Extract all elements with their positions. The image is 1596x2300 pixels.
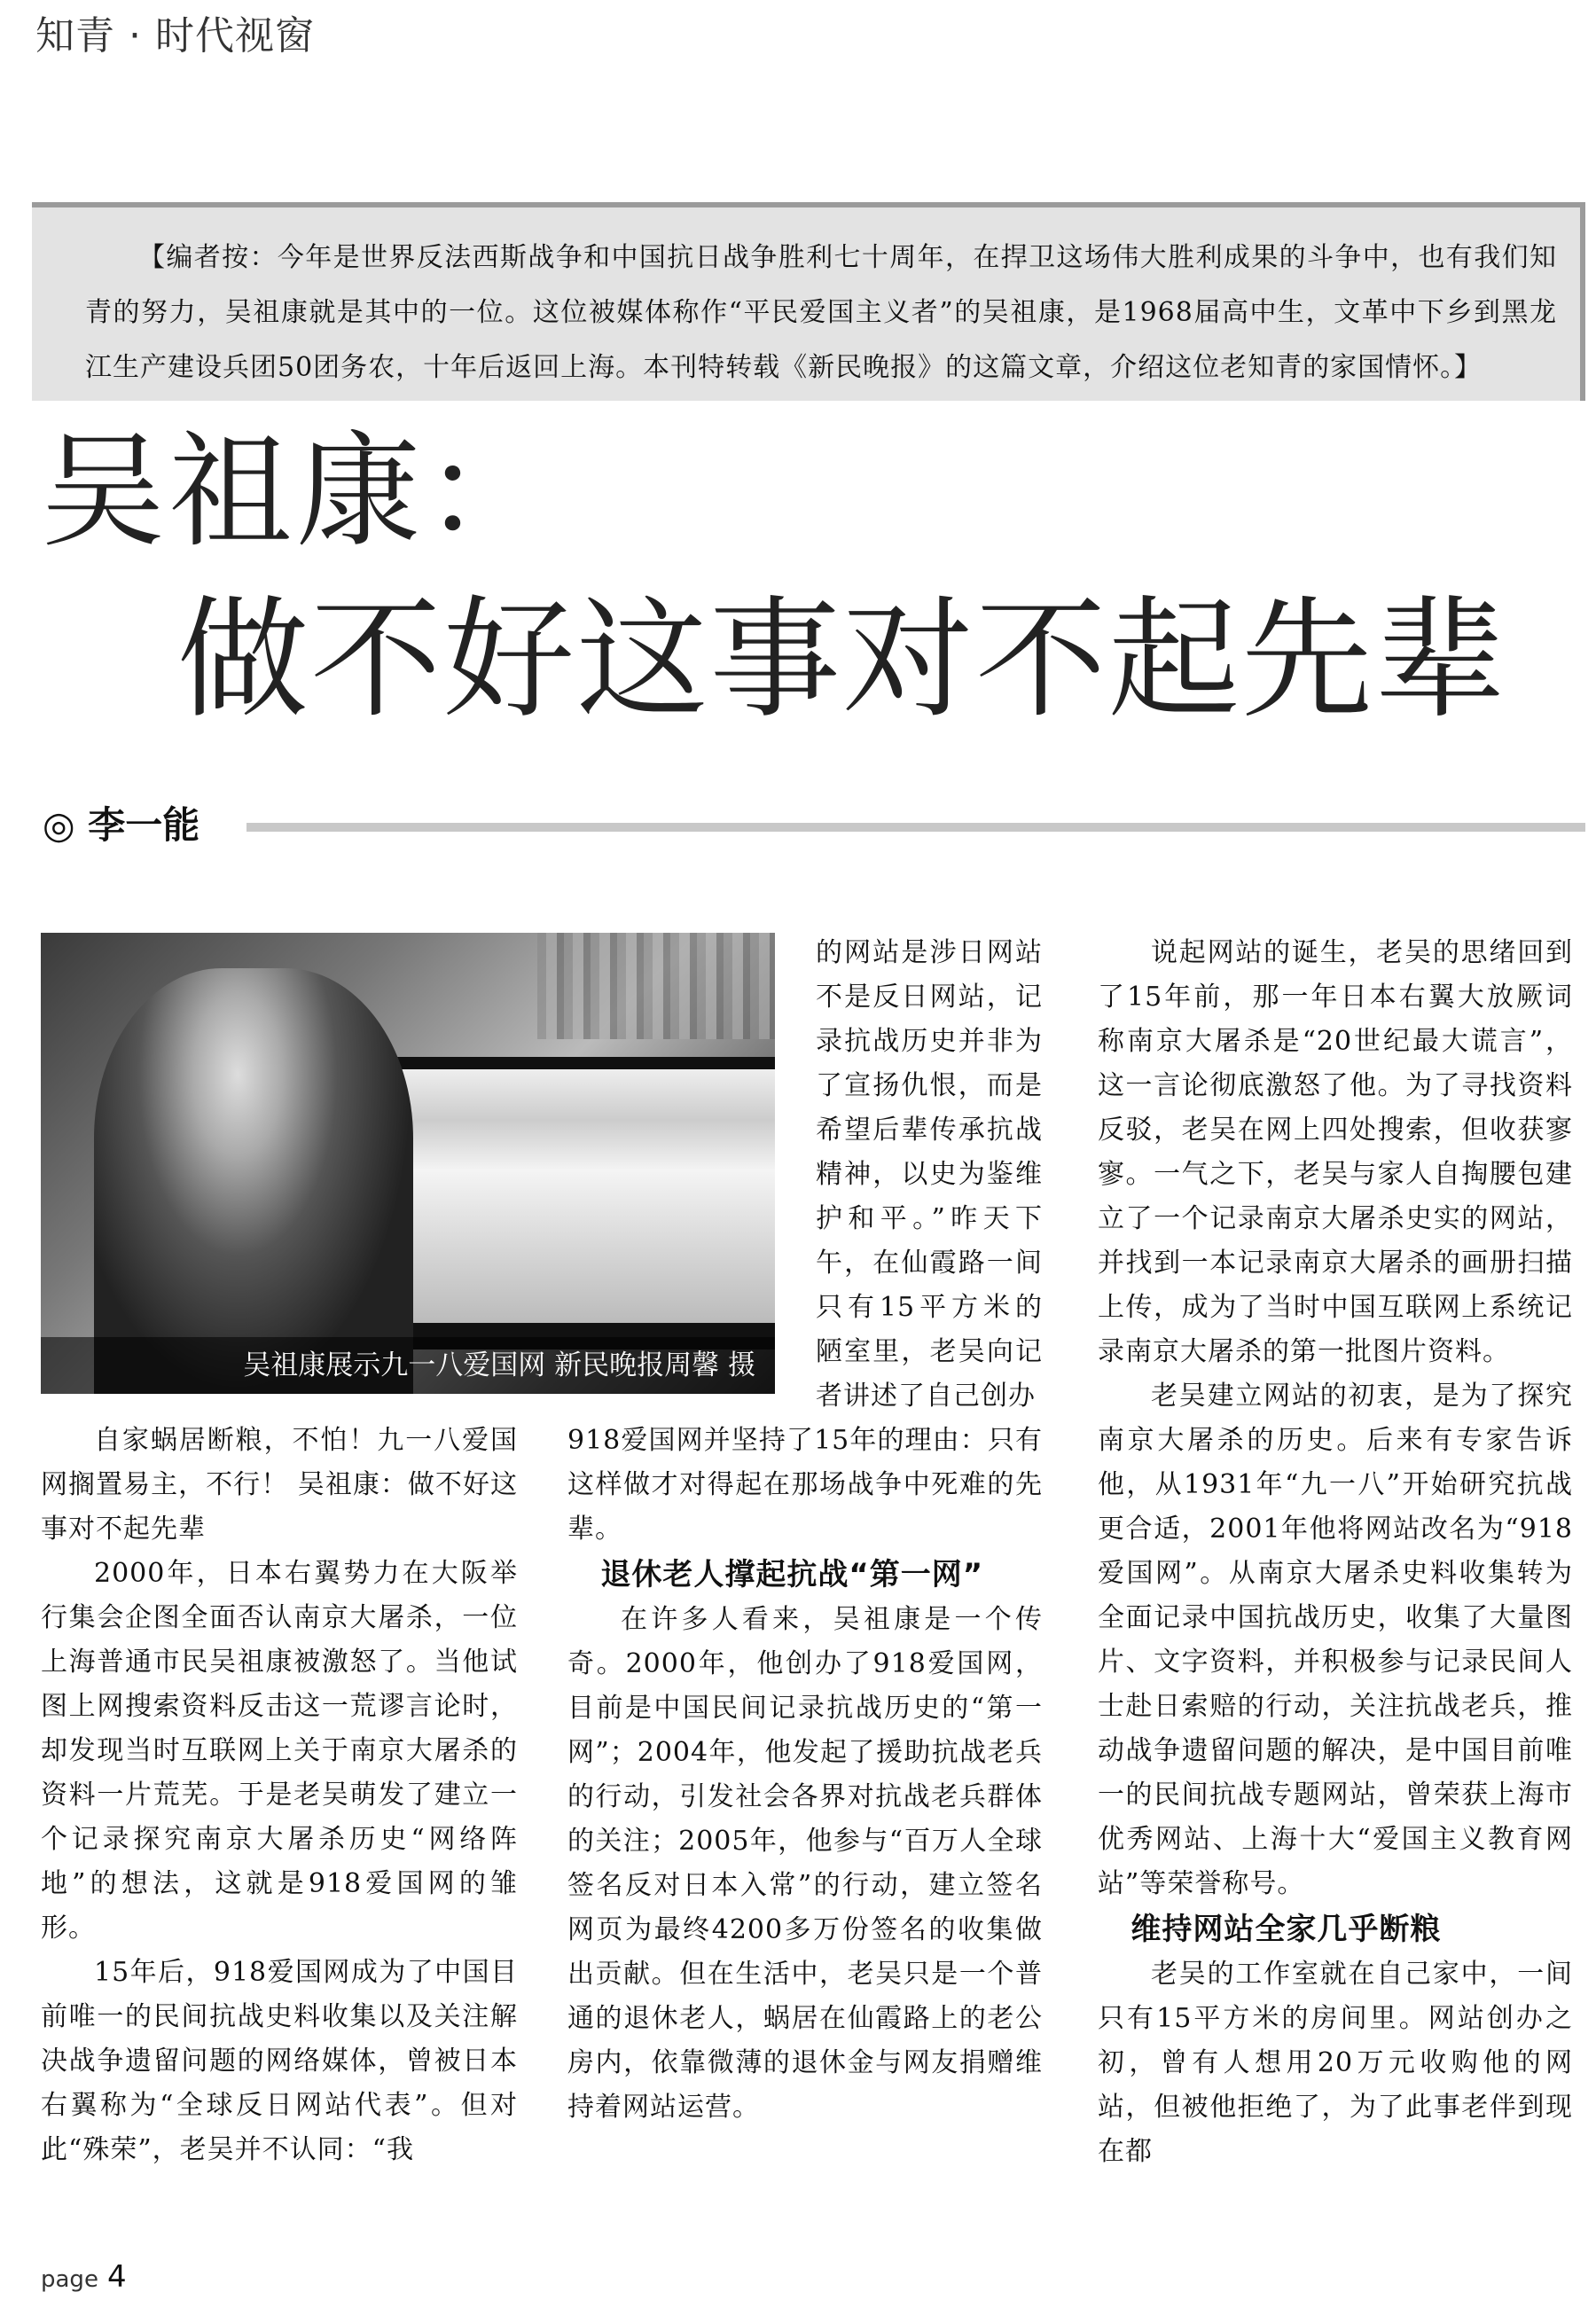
article-title-line1: 吴祖康： [41, 420, 552, 565]
section-header: 知青 · 时代视窗 [35, 13, 315, 59]
column-middle-top [816, 931, 1043, 1419]
editor-note-box [32, 202, 1585, 401]
column-middle-paragraph-1: 918爱国网并坚持了15年的理由：只有这样做才对得起在那场战争中死难的先辈。 [567, 1425, 1043, 1545]
column-right-subheading: 维持网站全家几乎断粮 [1130, 1912, 1442, 1947]
page-footer [41, 2259, 127, 2295]
article-title-line2: 做不好这事对不起先辈 [177, 583, 1507, 736]
article-photo [41, 933, 775, 1394]
column-right [1098, 931, 1573, 2174]
photo-caption: 吴祖康展示九一八爱国网 新民晚报周馨 摄 [41, 1337, 775, 1394]
column-middle [567, 1419, 1043, 2130]
byline-divider [246, 823, 1585, 832]
photo-person [94, 968, 413, 1394]
column-left-paragraph-3: 15年后，918爱国网成为了中国目前唯一的民间抗战史料收集以及关注解决战争遗留问题的网络媒体，曾被日本右翼称为“全球反日网站代表”。但对此“殊荣”，老吴并不认同：“我 [41, 1957, 518, 2165]
column-middle-paragraph-2: 在许多人看来，吴祖康是一个传奇。2000年，他创办了918爱国网，目前是中国民间记录抗战历史的“第一网”；2004年，他发起了援助抗战老兵的行动，引发社会各界对抗战老兵群体的关注；2005年，他参与“百万人全球签名反对日本入常”的行动，建立签名网页为最终4200多万份签名的收集做出贡献。但在生活中，老吴只是一个普通的退休老人，蜗居在仙霞路上的老公房内，依靠微薄的退休金与网友捐赠维持着网站运营。 [567, 1604, 1043, 2123]
column-right-paragraph-3: 老吴的工作室就在自己家中，一间只有15平方米的房间里。网站创办之初，曾有人想用20万元收购他的网站，但被他拒绝了，为了此事老伴到现在都 [1098, 1959, 1573, 2167]
column-right-paragraph-2: 老吴建立网站的初衷，是为了探究南京大屠杀的历史。后来有专家告诉他，从1931年“九一八”开始研究抗战更合适，2001年他将网站改名为“918爱国网”。从南京大屠杀史料收集转为全面记录中国抗战历史，收集了大量图片、文字资料，并积极参与记录民间人士赴日索赔的行动，关注抗战老兵，推动战争遗留问题的解决，是中国目前唯一的民间抗战专题网站，曾荣获上海市优秀网站、上海十大“爱国主义教育网站”等荣誉称号。 [1098, 1381, 1573, 1899]
editor-note-text: 【编者按：今年是世界反法西斯战争和中国抗日战争胜利七十周年，在捍卫这场伟大胜利成果的斗争中，也有我们知青的努力，吴祖康就是其中的一位。这位被媒体称作“平民爱国主义者”的吴祖康，是1968届高中生，文革中下乡到黑龙江生产建设兵团50团务农，十年后返回上海。本刊特转载《新民晚报》的这篇文章，介绍这位老知青的家国情怀。】 [85, 242, 1557, 383]
column-left-paragraph-1: 自家蜗居断粮，不怕！九一八爱国网搁置易主，不行！ 吴祖康：做不好这事对不起先辈 [41, 1425, 518, 1545]
author-byline: ◎ 李一能 [43, 803, 200, 847]
column-left-paragraph-2: 2000年，日本右翼势力在大阪举行集会企图全面否认南京大屠杀，一位上海普通市民吴祖康被激怒了。当他试图上网搜索资料反击这一荒谬言论时，却发现当时互联网上关于南京大屠杀的资料一片荒芜。于是老吴萌发了建立一个记录探究南京大屠杀历史“网络阵地”的想法，这就是918爱国网的雏形。 [41, 1558, 518, 1944]
page-number: 4 [106, 2259, 127, 2295]
column-middle-top-text: 的网站是涉日网站不是反日网站，记录抗战历史并非为了宣扬仇恨，而是希望后辈传承抗战精神，以史为鉴维护和平。”昨天下午，在仙霞路一间只有15平方米的陋室里，老吴向记者讲述了自己创办 [816, 937, 1043, 1412]
column-right-paragraph-1: 说起网站的诞生，老吴的思绪回到了15年前，那一年日本右翼大放厥词称南京大屠杀是“20世纪最大谎言”，这一言论彻底激怒了他。为了寻找资料反驳，老吴在网上四处搜索，但收获寥寥。一气之下，老吴与家人自掏腰包建立了一个记录南京大屠杀史实的网站，并找到一本记录南京大屠杀的画册扫描上传，成为了当时中国互联网上系统记录南京大屠杀的第一批图片资料。 [1098, 937, 1573, 1367]
page-label: page [41, 2266, 98, 2293]
column-left [41, 1419, 518, 2172]
photo-bookshelf [537, 933, 775, 1039]
column-middle-subheading: 退休老人撑起抗战“第一网” [600, 1557, 984, 1592]
